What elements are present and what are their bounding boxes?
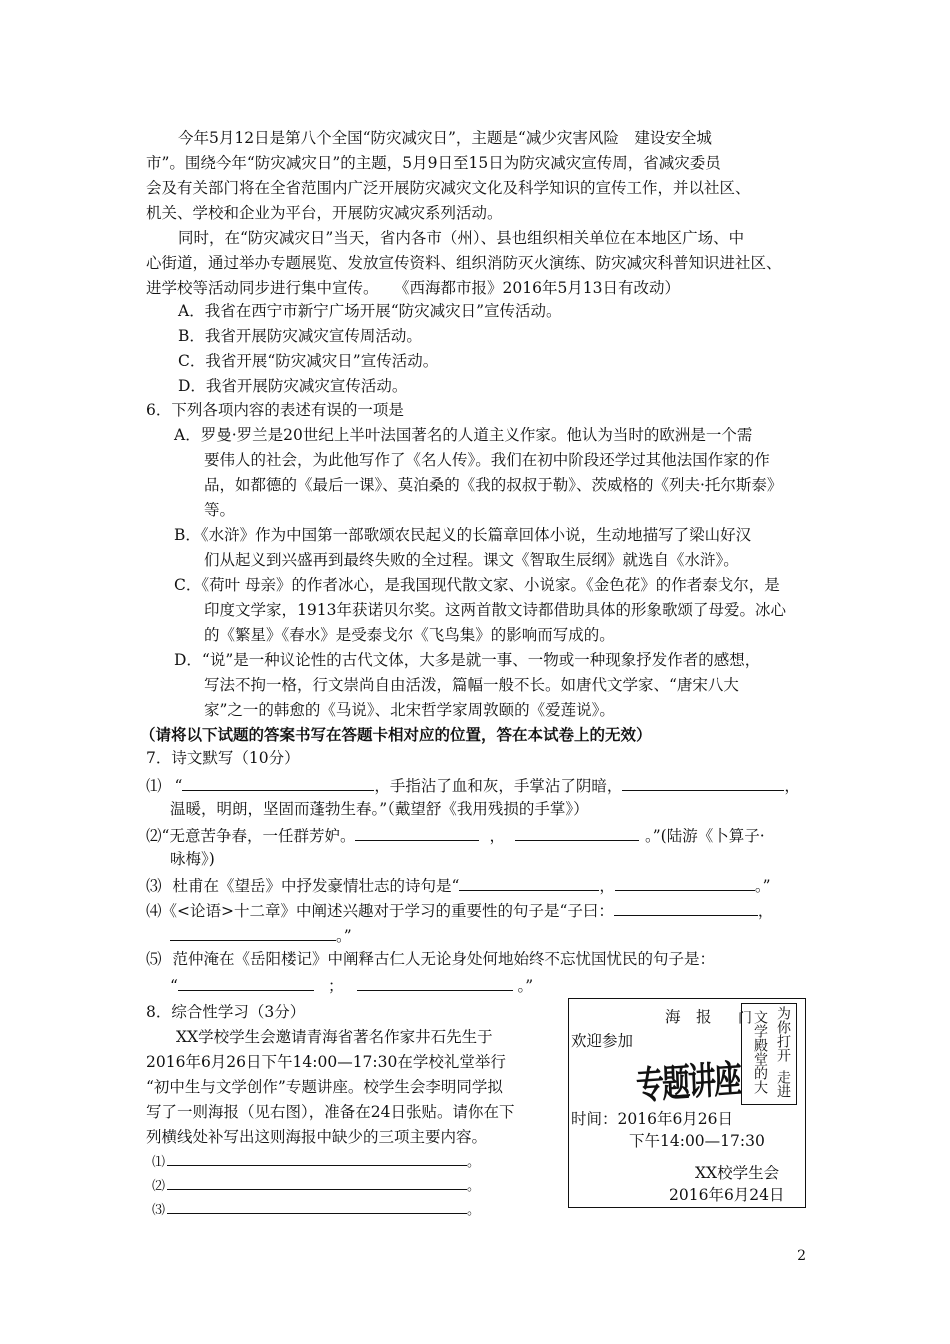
q8-line: 写了一则海报（见右图），准备在24日张贴。请你在下 bbox=[146, 1103, 515, 1121]
q8-answer-2 bbox=[152, 1174, 480, 1199]
answer-blank[interactable] bbox=[515, 822, 639, 841]
q6-line: 的《繁星》《春水》是受泰戈尔《飞鸟集》的影响而写成的。 bbox=[204, 626, 615, 644]
answer-blank[interactable] bbox=[167, 1199, 467, 1214]
q8-body bbox=[146, 1025, 556, 1150]
answer-blank[interactable] bbox=[167, 1175, 467, 1190]
text: ，手指沾了血和灰，手掌沾了阴暗， bbox=[374, 777, 623, 795]
poster-title: 海 报 bbox=[665, 1008, 712, 1026]
q7-stem: 7．诗文默写（10分） bbox=[146, 749, 300, 767]
item-number: ⑸ bbox=[146, 950, 162, 968]
q6-option-b bbox=[174, 523, 818, 573]
item-number: ⑵ bbox=[152, 1179, 166, 1194]
text: 。 bbox=[467, 1179, 481, 1194]
q7-item-1 bbox=[146, 772, 816, 799]
passage-line: 今年5月12日是第八个全国“防灾减灾日”，主题是“减少灾害风险 建设安全城 bbox=[178, 129, 712, 147]
poster-slogan-col1b: 走进 bbox=[775, 1070, 791, 1098]
q7-item-4-line2 bbox=[170, 922, 352, 949]
q6-line: C．《荷叶 母亲》的作者冰心，是我国现代散文家、小说家。《金色花》的作者泰戈尔，是 bbox=[174, 576, 780, 594]
q5-option-d: D．我省开展防灾减灾宣传活动。 bbox=[178, 377, 408, 395]
q6-option-d bbox=[174, 648, 818, 723]
answer-blank[interactable] bbox=[357, 972, 513, 991]
q7-item-2 bbox=[146, 822, 816, 849]
poster-organizer: XX校学生会 bbox=[695, 1164, 780, 1182]
q6-line: 要伟人的社会，为此他写作了《名人传》。我们在初中阶段还学过其他法国作家的作 bbox=[204, 451, 770, 469]
poster-slogan-box bbox=[736, 1003, 797, 1105]
passage-line: 进学校等活动同步进行集中宣传。 《西海都市报》2016年5月13日有改动） bbox=[146, 279, 681, 297]
item-number: ⑶ bbox=[146, 877, 162, 895]
q6-line: A．罗曼·罗兰是20世纪上半叶法国著名的人道主义作家。他认为当时的欧洲是一个需 bbox=[174, 426, 753, 444]
passage-line: 机关、学校和企业为平台，开展防灾减灾系列活动。 bbox=[146, 204, 503, 222]
q6-line: 们从起义到兴盛再到最终失败的全过程。课文《智取生辰纲》就选自《水浒》。 bbox=[204, 551, 739, 569]
q5-option-b: B．我省开展防灾减灾宣传周活动。 bbox=[178, 327, 422, 345]
q8-line: 2016年6月26日下午14:00—17:30在学校礼堂举行 bbox=[146, 1053, 506, 1071]
answer-blank[interactable] bbox=[178, 972, 314, 991]
answer-blank[interactable] bbox=[170, 922, 336, 941]
text: 《<论语>十二章》中阐述兴趣对于学习的重要性的句子是“子曰： bbox=[161, 902, 614, 920]
item-number: ⑵ bbox=[146, 827, 162, 845]
text: 。” bbox=[336, 927, 352, 945]
poster-time-2: 下午14:00—17:30 bbox=[629, 1132, 765, 1150]
q6-line: 等。 bbox=[204, 501, 236, 519]
page-number: 2 bbox=[797, 1248, 806, 1264]
q6-stem: 6．下列各项内容的表述有误的一项是 bbox=[146, 401, 404, 419]
q6-line: 写法不拘一格，行文崇尚自由活泼，篇幅一般不长。如唐代文学家、“唐宋八大 bbox=[204, 676, 739, 694]
text: 。”(陆游《卜算子· bbox=[644, 827, 765, 845]
text: ， bbox=[489, 827, 505, 845]
poster-slogan-col1: 为你打开 bbox=[775, 1006, 791, 1062]
q8-answer-1 bbox=[152, 1150, 480, 1175]
q8-stem: 8．综合性学习（3分） bbox=[146, 1003, 306, 1021]
passage-line: 会及有关部门将在全省范围内广泛开展防灾减灾文化及科学知识的宣传工作，并以社区、 bbox=[146, 179, 751, 197]
answer-blank[interactable] bbox=[615, 872, 755, 891]
q5-options bbox=[178, 299, 808, 399]
q7-item-5 bbox=[146, 947, 816, 972]
answer-blank[interactable] bbox=[622, 772, 784, 791]
q7-item-1-line2: 温暖，明朗，坚固而蓬勃生春。”（戴望舒《我用残损的手掌》） bbox=[170, 800, 589, 818]
q6-line: D．“说”是一种议论性的古代文体，大多是就一事、一物或一种现象抒发作者的感想， bbox=[174, 651, 761, 669]
text: ； bbox=[327, 977, 344, 995]
text: 范仲淹在《岳阳楼记》中阐释古仁人无论身处何地始终不忘忧国忧民的句子是： bbox=[172, 950, 715, 968]
poster-date: 2016年6月24日 bbox=[669, 1186, 785, 1204]
answer-blank[interactable] bbox=[355, 822, 479, 841]
passage-line: 同时，在“防灾减灾日”当天，省内各市（州）、县也组织相关单位在本地区广场、中 bbox=[178, 229, 745, 247]
text: “ bbox=[174, 777, 183, 795]
q6-options bbox=[174, 423, 818, 723]
text: ， bbox=[757, 902, 774, 920]
q7-item-5-line2 bbox=[170, 972, 533, 999]
q6-line: 印度文学家，1913年获诺贝尔奖。这两首散文诗都借助具体的形象歌颂了母爱。冰心 bbox=[204, 601, 786, 619]
answer-blank[interactable] bbox=[167, 1151, 467, 1166]
q6-line: 家”之一的韩愈的《马说》、北宋哲学家周敦颐的《爱莲说》。 bbox=[204, 701, 615, 719]
q8-line: XX学校学生会邀请青海省著名作家井石先生于 bbox=[176, 1028, 493, 1046]
q6-line: B．《水浒》作为中国第一部歌颂农民起义的长篇章回体小说，生动地描写了梁山好汉 bbox=[174, 526, 752, 544]
answer-notice: （请将以下试题的答案书写在答题卡相对应的位置，答在本试卷上的无效） bbox=[140, 725, 652, 744]
item-number: ⑴ bbox=[152, 1155, 166, 1170]
q7-item-3 bbox=[146, 872, 816, 899]
text: 。 bbox=[467, 1155, 481, 1170]
item-number: ⑴ bbox=[146, 777, 162, 795]
q8-line: “初中生与文学创作”专题讲座。校学生会李明同学拟 bbox=[146, 1078, 503, 1096]
text: 。” bbox=[517, 977, 534, 995]
passage bbox=[146, 126, 806, 301]
q6-line: 品，如都德的《最后一课》、莫泊桑的《我的叔叔于勒》、茨威格的《列夫·托尔斯泰》 bbox=[204, 476, 783, 494]
text: ， bbox=[784, 777, 800, 795]
answer-blank[interactable] bbox=[182, 772, 374, 791]
answer-blank[interactable] bbox=[459, 872, 599, 891]
text: 。” bbox=[754, 877, 771, 895]
poster-slogan-col2: 文学殿堂的大门 bbox=[736, 1010, 768, 1094]
q7-item-4 bbox=[146, 897, 816, 924]
text: 。 bbox=[467, 1203, 481, 1218]
q7-item-2-line2: 咏梅》) bbox=[170, 850, 215, 868]
q6-option-a bbox=[174, 423, 818, 523]
q8-line: 列横线处补写出这则海报中缺少的三项主要内容。 bbox=[146, 1128, 488, 1146]
poster-time: 时间：2016年6月26日 bbox=[571, 1110, 734, 1128]
poster-stamp: 专题讲座 bbox=[635, 1056, 741, 1109]
q6-option-c bbox=[174, 573, 818, 648]
item-number: ⑷ bbox=[146, 902, 162, 920]
q8-answer-3 bbox=[152, 1198, 480, 1223]
text: ， bbox=[599, 877, 615, 895]
poster bbox=[568, 998, 806, 1208]
text: “ bbox=[170, 977, 178, 995]
q5-option-c: C．我省开展“防灾减灾日”宣传活动。 bbox=[178, 352, 439, 370]
q5-option-a: A．我省在西宁市新宁广场开展“防灾减灾日”宣传活动。 bbox=[178, 302, 562, 320]
poster-welcome: 欢迎参加 bbox=[571, 1032, 634, 1050]
answer-blank[interactable] bbox=[614, 897, 758, 916]
item-number: ⑶ bbox=[152, 1203, 166, 1218]
text: 杜甫在《望岳》中抒发豪情壮志的诗句是“ bbox=[172, 877, 460, 895]
passage-line: 市”。围绕今年“防灾减灾日”的主题，5月9日至15日为防灾减灾宣传周，省减灾委员 bbox=[146, 154, 721, 172]
text: “无意苦争春，一任群芳妒。 bbox=[161, 827, 356, 845]
passage-line: 心街道，通过举办专题展览、发放宣传资料、组织消防灭火演练、防灾减灾科普知识进社区、 bbox=[146, 254, 782, 272]
